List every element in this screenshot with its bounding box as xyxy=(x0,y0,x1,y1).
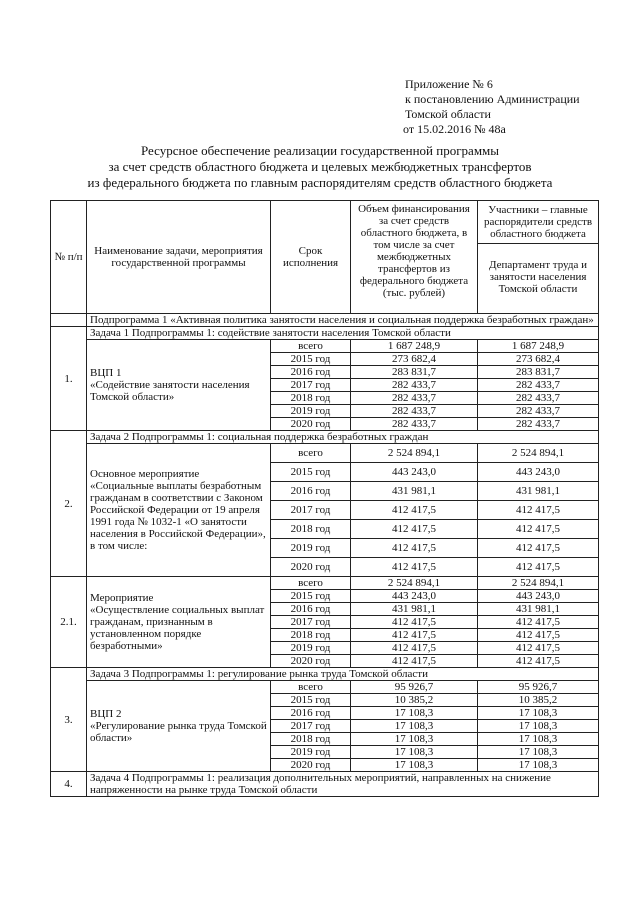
term-cell: 2019 год xyxy=(271,746,351,759)
title-line-3: из федерального бюджета по главным распорядителям средств областного бюджета xyxy=(87,175,553,190)
total-cell: 17 108,3 xyxy=(351,707,478,720)
row-number: 1. xyxy=(51,327,87,431)
document-title xyxy=(40,143,600,191)
department-cell: 282 433,7 xyxy=(478,405,599,418)
total-cell: 431 981,1 xyxy=(351,482,478,501)
term-cell: всего xyxy=(271,444,351,463)
total-cell: 443 243,0 xyxy=(351,590,478,603)
department-cell: 431 981,1 xyxy=(478,603,599,616)
total-cell: 1 687 248,9 xyxy=(351,340,478,353)
activity-name: Основное мероприятие «Социальные выплаты безработным гражданам в соответствии с Законом Российской Федерации от 19 апреля 1991 года № 1032-1 «О занятости населения в Российской Федерации», в том числе: xyxy=(87,444,271,577)
term-cell: всего xyxy=(271,681,351,694)
title-line-1: Ресурсное обеспечение реализации государственной программы xyxy=(140,143,500,158)
appendix-line-2: к постановлению Администрации xyxy=(405,92,580,106)
department-cell: 412 417,5 xyxy=(478,520,599,539)
header-participants: Участники – главные распорядители средств областного бюджета xyxy=(483,204,593,240)
header-name: Наименование задачи, мероприятия государственной программы xyxy=(87,201,271,314)
department-cell: 412 417,5 xyxy=(478,655,599,668)
term-cell: всего xyxy=(271,340,351,353)
department-cell: 273 682,4 xyxy=(478,353,599,366)
task-row xyxy=(51,668,599,681)
department-cell: 17 108,3 xyxy=(478,759,599,772)
header-participants-cell xyxy=(478,201,599,314)
total-cell: 412 417,5 xyxy=(351,558,478,577)
total-cell: 95 926,7 xyxy=(351,681,478,694)
term-cell: 2020 год xyxy=(271,655,351,668)
term-cell: 2017 год xyxy=(271,616,351,629)
term-cell: 2015 год xyxy=(271,463,351,482)
activity-name: Мероприятие «Осуществление социальных выплат гражданам, признанным в установленном порядке безработными» xyxy=(87,577,271,668)
total-cell: 412 417,5 xyxy=(351,501,478,520)
term-cell: 2017 год xyxy=(271,501,351,520)
department-cell: 1 687 248,9 xyxy=(478,340,599,353)
term-cell: 2019 год xyxy=(271,642,351,655)
row-number: 4. xyxy=(51,772,87,797)
appendix-line-4: от 15.02.2016 № 48а xyxy=(403,122,506,136)
department-cell: 443 243,0 xyxy=(478,590,599,603)
row-number: 2. xyxy=(51,431,87,577)
total-cell: 17 108,3 xyxy=(351,720,478,733)
term-cell: 2015 год xyxy=(271,590,351,603)
title-line-2: за счет средств областного бюджета и целевых межбюджетных трансфертов xyxy=(108,159,532,174)
table-row xyxy=(51,444,599,463)
total-cell: 412 417,5 xyxy=(351,655,478,668)
header-num: № п/п xyxy=(51,201,87,314)
department-cell: 412 417,5 xyxy=(478,629,599,642)
total-cell: 412 417,5 xyxy=(351,520,478,539)
term-cell: 2018 год xyxy=(271,520,351,539)
resource-table xyxy=(50,200,599,797)
header-volume: Объем финансирования за счет средств областного бюджета, в том числе за счет межбюджетных трансфертов из федерального бюджета (тыс. рублей) xyxy=(351,201,478,314)
term-cell: 2015 год xyxy=(271,353,351,366)
total-cell: 17 108,3 xyxy=(351,759,478,772)
department-cell: 412 417,5 xyxy=(478,539,599,558)
department-cell: 412 417,5 xyxy=(478,616,599,629)
term-cell: 2017 год xyxy=(271,379,351,392)
department-cell: 282 433,7 xyxy=(478,418,599,431)
department-cell: 283 831,7 xyxy=(478,366,599,379)
table-header-row xyxy=(51,201,599,314)
term-cell: всего xyxy=(271,577,351,590)
term-cell: 2016 год xyxy=(271,707,351,720)
task-title: Задача 4 Подпрограммы 1: реализация дополнительных мероприятий, направленных на снижение напряженности на рынке труда Томской области xyxy=(87,772,599,797)
total-cell: 283 831,7 xyxy=(351,366,478,379)
term-cell: 2016 год xyxy=(271,366,351,379)
total-cell: 17 108,3 xyxy=(351,733,478,746)
term-cell: 2016 год xyxy=(271,603,351,616)
department-cell: 412 417,5 xyxy=(478,642,599,655)
term-cell: 2017 год xyxy=(271,720,351,733)
total-cell: 282 433,7 xyxy=(351,392,478,405)
row-number: 3. xyxy=(51,668,87,772)
total-cell: 412 417,5 xyxy=(351,539,478,558)
table-row xyxy=(51,681,599,694)
total-cell: 17 108,3 xyxy=(351,746,478,759)
subprogram-num-cell xyxy=(51,314,87,327)
term-cell: 2020 год xyxy=(271,418,351,431)
department-cell: 412 417,5 xyxy=(478,558,599,577)
table-row xyxy=(51,340,599,353)
task-row xyxy=(51,327,599,340)
term-cell: 2020 год xyxy=(271,759,351,772)
total-cell: 282 433,7 xyxy=(351,379,478,392)
row-number: 2.1. xyxy=(51,577,87,668)
subprogram-row xyxy=(51,314,599,327)
department-cell: 17 108,3 xyxy=(478,746,599,759)
total-cell: 412 417,5 xyxy=(351,629,478,642)
department-cell: 443 243,0 xyxy=(478,463,599,482)
department-cell: 282 433,7 xyxy=(478,392,599,405)
task-title: Задача 1 Подпрограммы 1: содействие занятости населения Томской области xyxy=(87,327,599,340)
total-cell: 282 433,7 xyxy=(351,405,478,418)
header-term: Срок исполнения xyxy=(271,201,351,314)
department-cell: 95 926,7 xyxy=(478,681,599,694)
total-cell: 282 433,7 xyxy=(351,418,478,431)
table-row xyxy=(51,577,599,590)
department-cell: 10 385,2 xyxy=(478,694,599,707)
total-cell: 412 417,5 xyxy=(351,642,478,655)
appendix-line-1: Приложение № 6 xyxy=(405,77,493,91)
department-cell: 17 108,3 xyxy=(478,733,599,746)
subprogram-title: Подпрограмма 1 «Активная политика занятости населения и социальная поддержка безработных граждан» xyxy=(87,314,599,327)
department-cell: 17 108,3 xyxy=(478,707,599,720)
department-cell: 431 981,1 xyxy=(478,482,599,501)
department-cell: 2 524 894,1 xyxy=(478,577,599,590)
total-cell: 431 981,1 xyxy=(351,603,478,616)
term-cell: 2019 год xyxy=(271,405,351,418)
term-cell: 2016 год xyxy=(271,482,351,501)
appendix-line-3: Томской области xyxy=(405,107,491,121)
task-row xyxy=(51,431,599,444)
term-cell: 2018 год xyxy=(271,392,351,405)
term-cell: 2019 год xyxy=(271,539,351,558)
total-cell: 2 524 894,1 xyxy=(351,444,478,463)
term-cell: 2020 год xyxy=(271,558,351,577)
resource-table-body xyxy=(51,201,599,797)
header-department: Департамент труда и занятости населения Томской области xyxy=(478,243,598,310)
department-cell: 412 417,5 xyxy=(478,501,599,520)
task-row xyxy=(51,772,599,797)
term-cell: 2018 год xyxy=(271,733,351,746)
total-cell: 412 417,5 xyxy=(351,616,478,629)
activity-name: ВЦП 2 «Регулирование рынка труда Томской области» xyxy=(87,681,271,772)
task-title: Задача 3 Подпрограммы 1: регулирование рынка труда Томской области xyxy=(87,668,599,681)
total-cell: 443 243,0 xyxy=(351,463,478,482)
term-cell: 2018 год xyxy=(271,629,351,642)
department-cell: 17 108,3 xyxy=(478,720,599,733)
activity-name: ВЦП 1 «Содействие занятости населения Томской области» xyxy=(87,340,271,431)
appendix-block xyxy=(405,77,580,137)
total-cell: 273 682,4 xyxy=(351,353,478,366)
task-title: Задача 2 Подпрограммы 1: социальная поддержка безработных граждан xyxy=(87,431,599,444)
department-cell: 282 433,7 xyxy=(478,379,599,392)
department-cell: 2 524 894,1 xyxy=(478,444,599,463)
total-cell: 2 524 894,1 xyxy=(351,577,478,590)
term-cell: 2015 год xyxy=(271,694,351,707)
total-cell: 10 385,2 xyxy=(351,694,478,707)
